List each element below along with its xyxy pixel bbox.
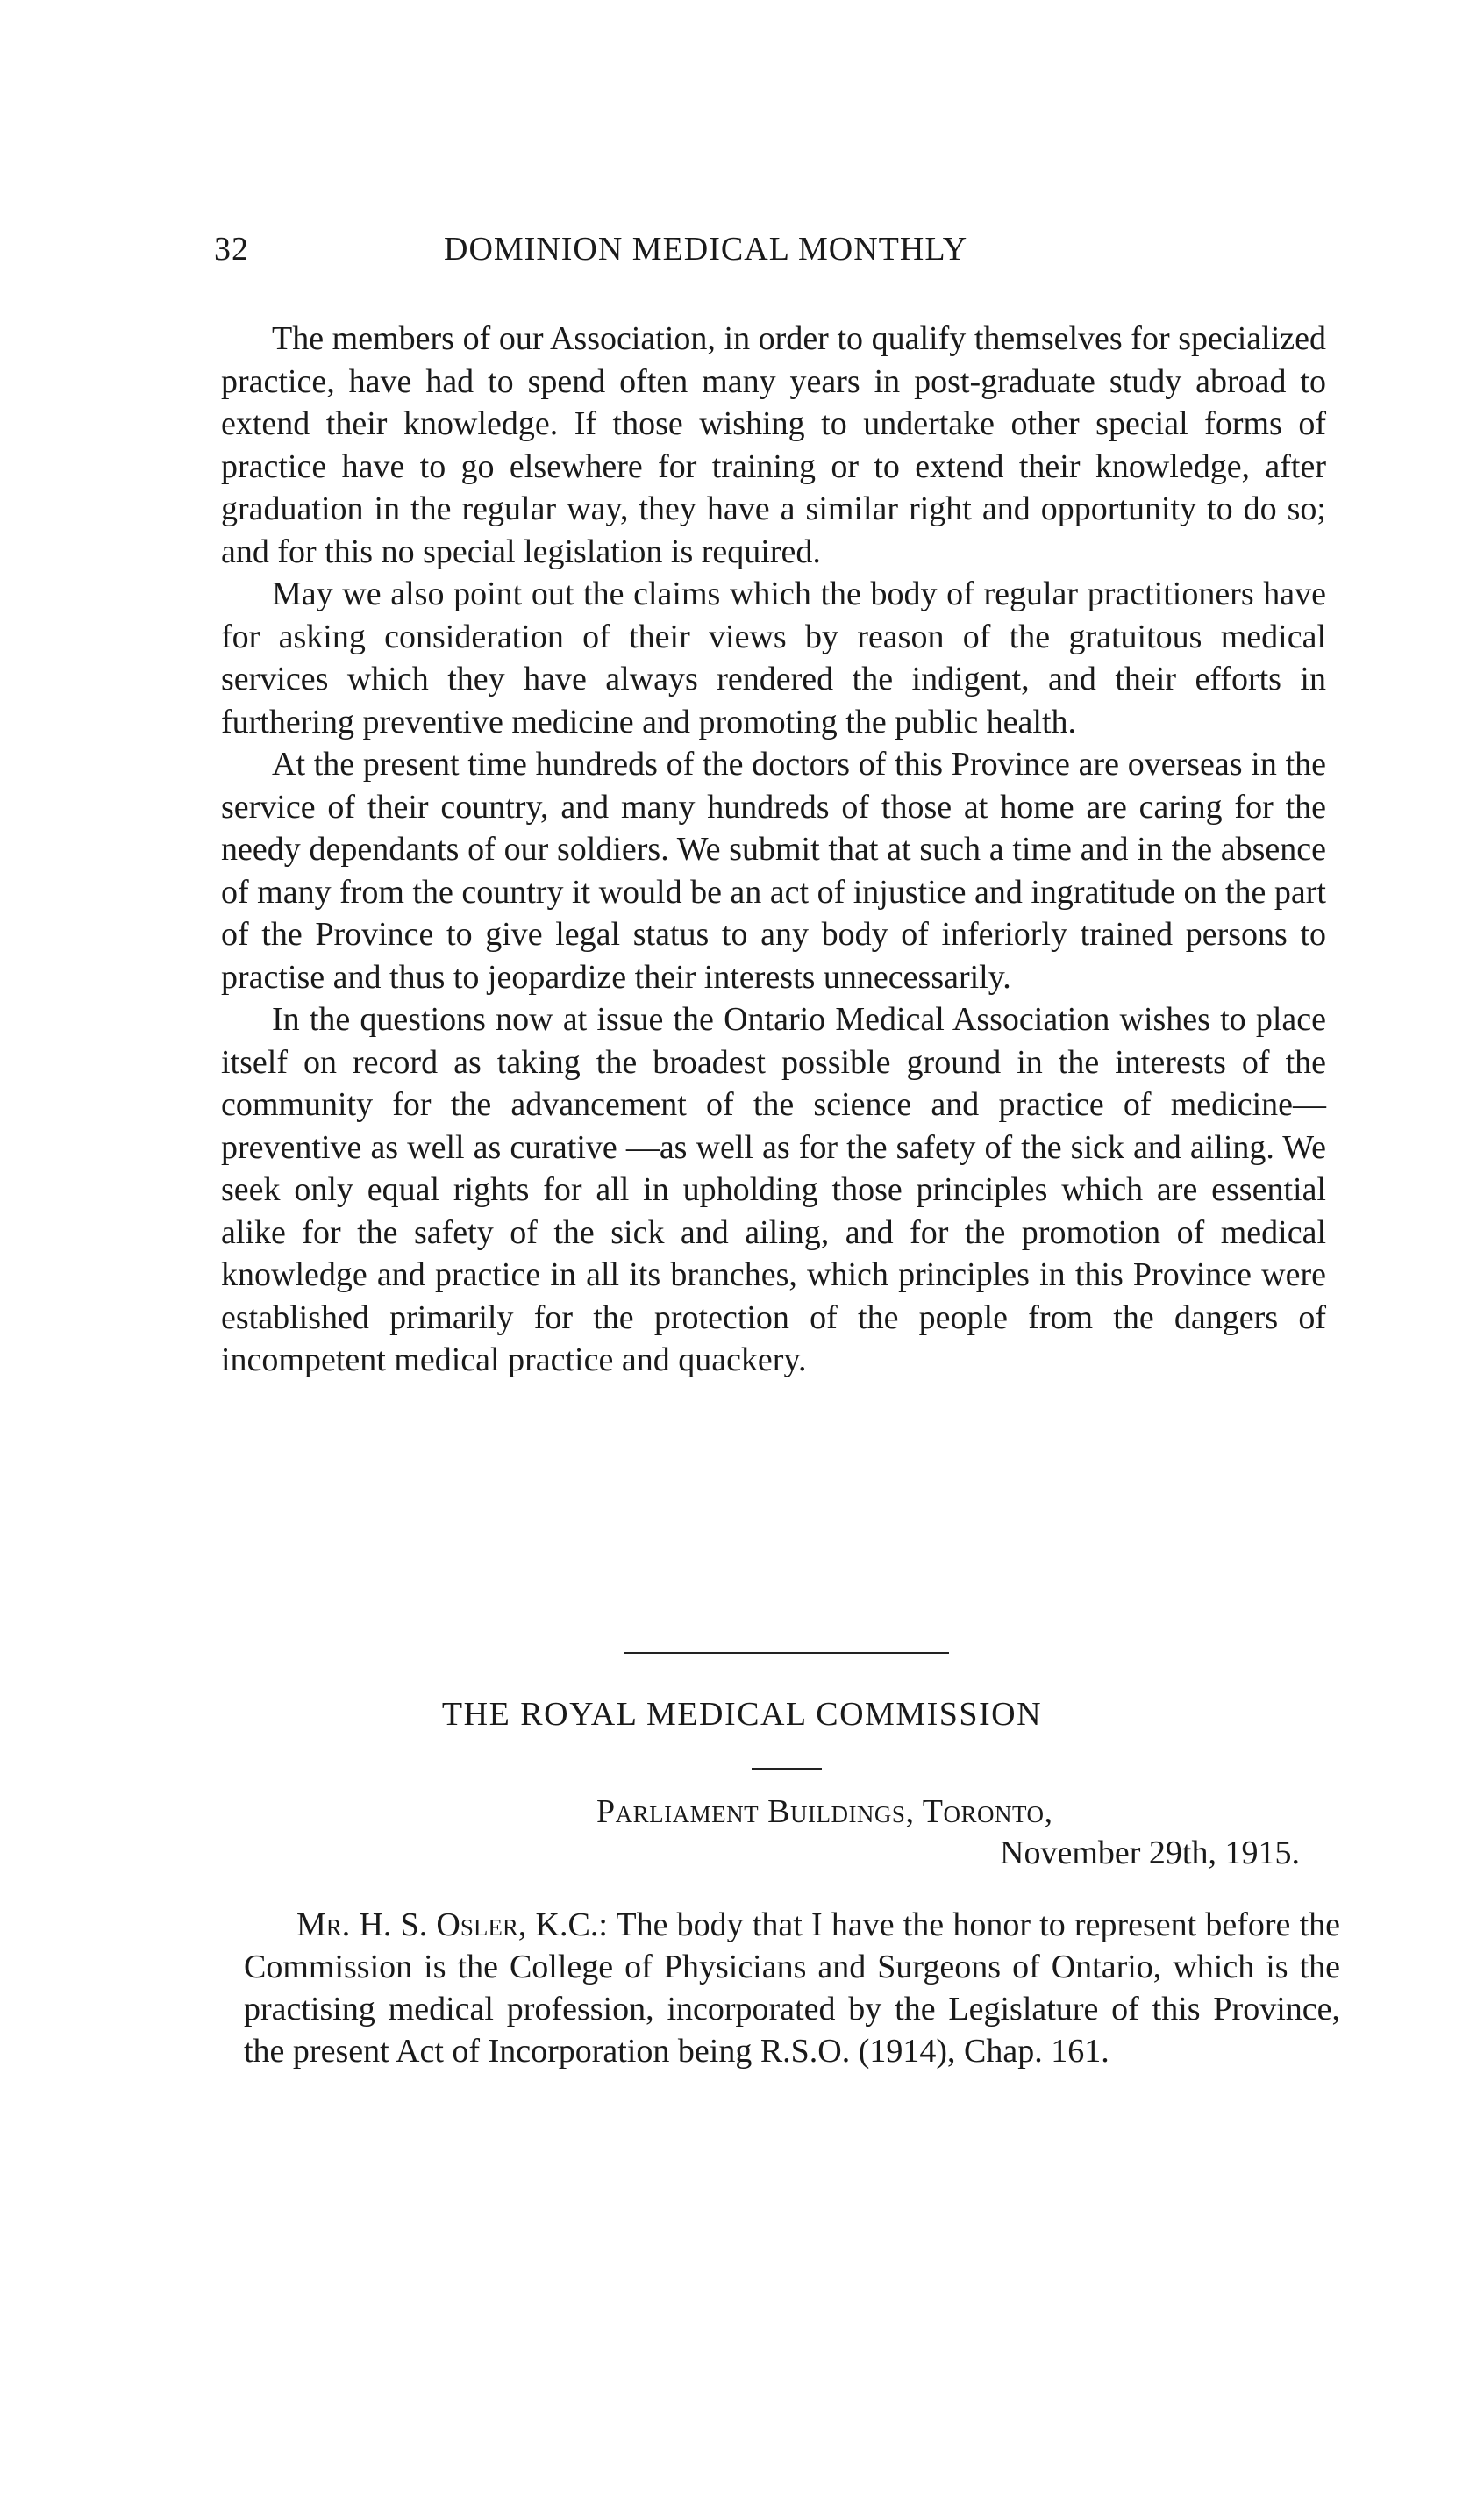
paragraph-3: At the present time hundreds of the doctors of this Province are overseas in the service of their country, and many hundreds of those at home are caring for the needy dependants of our soldiers. We submit that at such a time and in the absence of many from the country it would be an act of injustice and ingratitude on the part of the Province to give legal status to any body of inferiorly trained persons to practise and thus to jeopardize their interests unnecessarily.: [221, 746, 1326, 996]
paragraph-2: May we also point out the claims which the body of regular practitioners have for asking consideration of their views by reason of the gratuitous medical services which they have always rendered the indigent, and their efforts in furthering preventive medicine and promoting the public health.: [221, 576, 1326, 740]
dateline-date: November 29th, 1915.: [1000, 1834, 1300, 1871]
testimony-paragraph: [244, 1904, 1340, 2072]
running-head: [214, 230, 1354, 282]
page-number: 32: [214, 231, 249, 268]
dateline-place-text: Parliament Buildings, Toronto,: [596, 1793, 1053, 1830]
dateline-place: [596, 1792, 1052, 1831]
journal-title: DOMINION MEDICAL MONTHLY: [444, 231, 968, 268]
testimony-text: The body that I have the honor to represent before the Commission is the College of Physicians and Surgeons of Ontario, which is the practising medical profession, incorporated by the Legislature of this Province, the present Act of Incorporation being R.S.O. (1914), Chap. 161.: [244, 1906, 1341, 2070]
paragraph-1: The members of our Association, in order to qualify themselves for specialized practice, have had to spend often many years in post-graduate study abroad to extend their knowledge. If those wishing to undertake other special forms of practice have to go elsewhere for training or to extend their knowledge, after graduation in the regular way, they have a similar right and opportunity to do so; and for this no special legislation is required.: [221, 320, 1326, 570]
article-body: [221, 318, 1326, 1382]
section-divider-rule: [624, 1652, 949, 1654]
speaker-name: Mr. H. S. Osler, K.C.:: [296, 1906, 608, 1943]
paragraph-4: In the questions now at issue the Ontario Medical Association wishes to place itself on record as taking the broadest possible ground in the interests of the community for the advancement of the science and practice of medicine—preventive as well as curative —as well as for the safety of the sick and ailing. We seek only equal rights for all in upholding those principles which are essential alike for the safety of the sick and ailing, and for the promotion of medical knowledge and practice in all its branches, which principles in this Province were established primarily for the protection of the people from the dangers of incompetent medical practice and quackery.: [221, 1001, 1326, 1378]
title-underline-rule: [752, 1768, 822, 1770]
section-title: THE ROYAL MEDICAL COMMISSION: [441, 1696, 1043, 1733]
testimony: [244, 1904, 1340, 2072]
